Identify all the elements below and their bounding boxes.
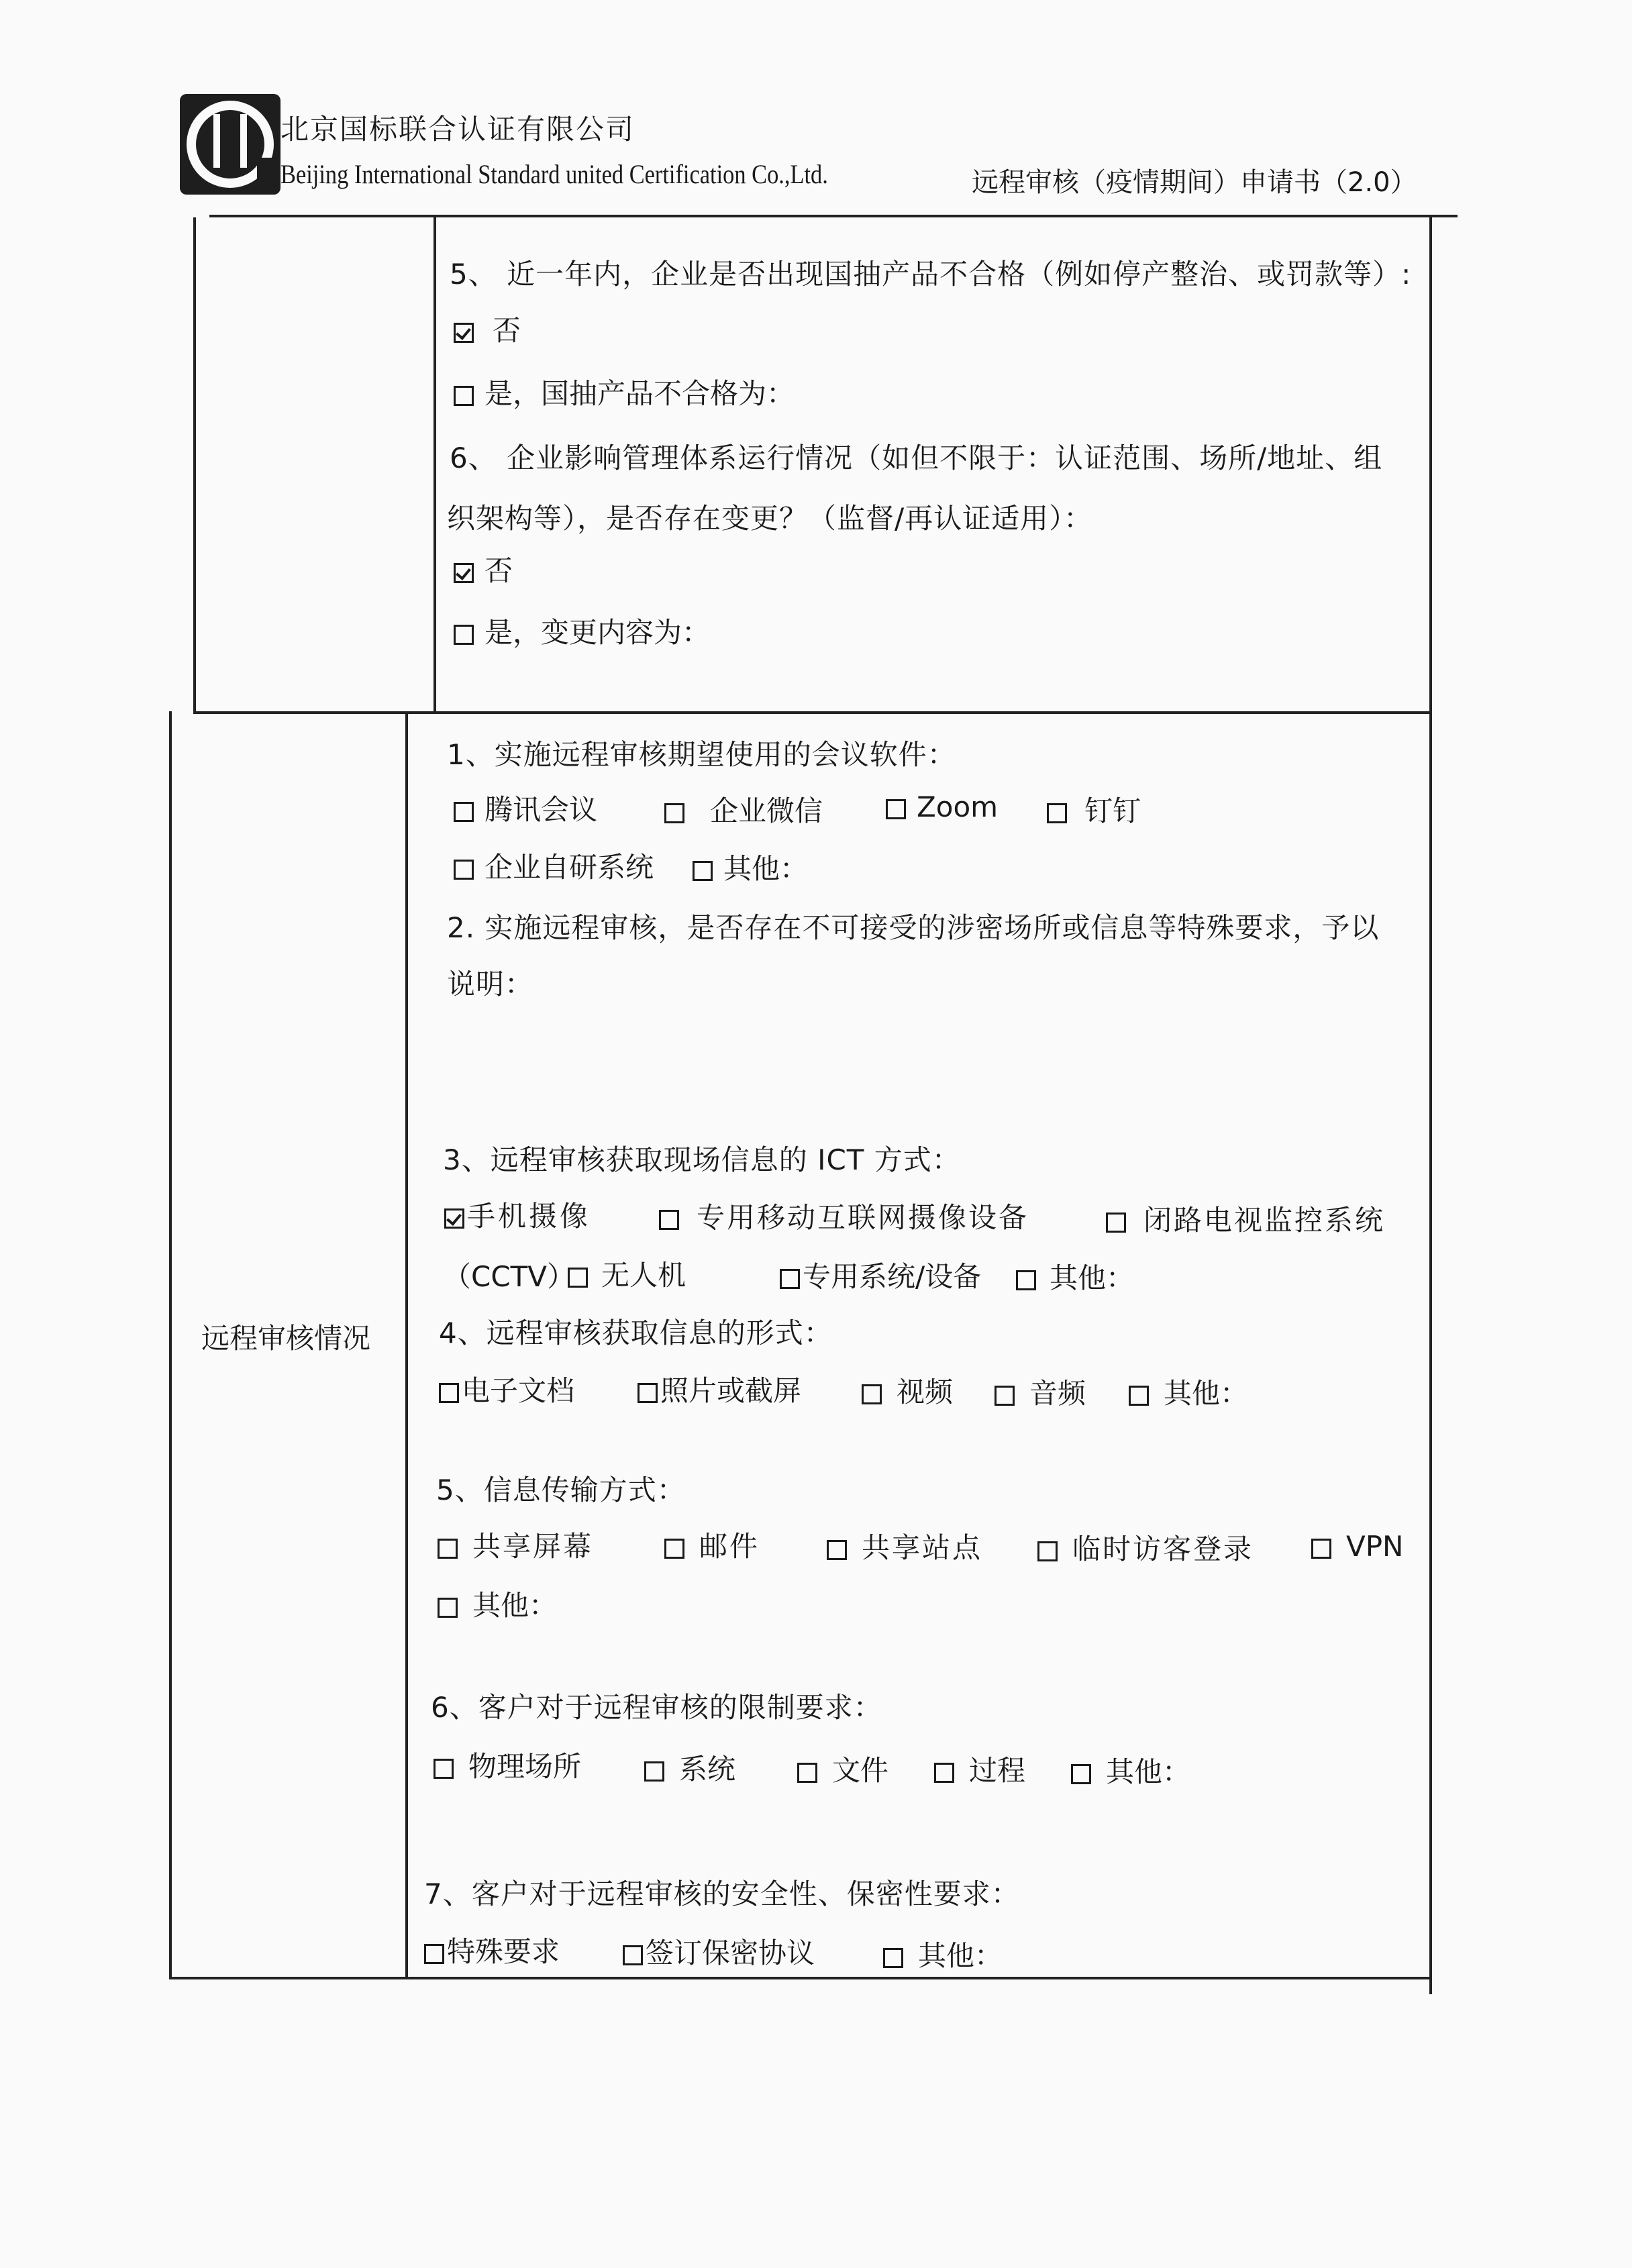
q4-option-other[interactable]: 其他：: [1129, 1372, 1248, 1412]
q7-option-nda[interactable]: 签订保密协议: [623, 1931, 815, 1971]
q5-option-shared-site[interactable]: 共享站点: [827, 1526, 982, 1566]
q3-option-phone-camera[interactable]: 手机摄像: [444, 1194, 591, 1235]
q6-option-other[interactable]: 其他：: [1071, 1750, 1190, 1790]
checkbox[interactable]: [994, 1386, 1015, 1406]
checkbox[interactable]: [439, 1383, 459, 1403]
q6-option-documents[interactable]: 文件: [797, 1749, 888, 1789]
question-5-transmission: 5、信息传输方式：: [436, 1474, 686, 1506]
header-divider: [209, 215, 1458, 217]
table-row-divider: [193, 711, 1432, 714]
question-1-meeting-software: 1、实施远程审核期望使用的会议软件：: [447, 738, 956, 771]
checkbox[interactable]: [1311, 1539, 1331, 1559]
q4-option-audio[interactable]: 音频: [994, 1372, 1086, 1412]
question-5-nonconforming: 5、 近一年内，企业是否出现国抽产品不合格（例如停产整治、或罚款等）:: [450, 258, 1412, 291]
checkbox-checked[interactable]: [454, 563, 474, 583]
table-col-divider-top: [434, 217, 436, 711]
checkbox[interactable]: [780, 1269, 800, 1289]
question-6-restrictions: 6、客户对于远程审核的限制要求：: [431, 1691, 882, 1724]
q1-option-zoom[interactable]: Zoom: [886, 790, 998, 823]
checkbox[interactable]: [883, 1948, 903, 1968]
table-bottom-border: [169, 1977, 1432, 1979]
q5-option-no[interactable]: 否: [454, 309, 521, 349]
checkbox[interactable]: [454, 386, 474, 406]
question-6-changes-line1: 6、 企业影响管理体系运行情况（如但不限于：认证范围、场所/地址、组: [450, 442, 1383, 474]
table-col-divider-bottom: [405, 711, 408, 1979]
checkbox[interactable]: [438, 1598, 458, 1618]
checkbox[interactable]: [424, 1944, 444, 1964]
q1-option-inhouse[interactable]: 企业自研系统: [454, 845, 654, 886]
q5-option-screen-share[interactable]: 共享屏幕: [438, 1525, 593, 1565]
q3-option-other[interactable]: 其他：: [1016, 1256, 1134, 1296]
question-2-confidential-line2: 说明：: [447, 968, 534, 1000]
checkbox[interactable]: [434, 1759, 454, 1779]
q5-option-vpn[interactable]: VPN: [1311, 1530, 1403, 1563]
table-left-border-top: [193, 217, 196, 711]
q6-option-no[interactable]: 否: [454, 549, 513, 589]
checkbox[interactable]: [454, 802, 474, 822]
checkbox[interactable]: [934, 1763, 954, 1783]
checkbox[interactable]: [1037, 1541, 1058, 1561]
company-name-en: Beijing International Standard united Certification Co.,Ltd.: [280, 159, 828, 189]
checkbox[interactable]: [1106, 1213, 1126, 1233]
question-3-ict-method: 3、远程审核获取现场信息的 ICT 方式：: [443, 1143, 961, 1176]
q3-option-cctv[interactable]: 闭路电视监控系统: [1106, 1198, 1385, 1239]
q3-option-dedicated-system[interactable]: 专用系统/设备: [780, 1255, 981, 1295]
checkbox[interactable]: [862, 1384, 882, 1404]
q4-option-e-docs[interactable]: 电子文档: [439, 1369, 574, 1409]
q5-option-guest-login[interactable]: 临时访客登录: [1037, 1527, 1254, 1567]
checkbox[interactable]: [659, 1210, 679, 1230]
q7-option-other[interactable]: 其他：: [883, 1934, 1003, 1974]
q6-option-physical[interactable]: 物理场所: [434, 1745, 581, 1785]
checkbox[interactable]: [454, 860, 474, 880]
q1-option-dingtalk[interactable]: 钉钉: [1047, 789, 1141, 829]
checkbox-checked[interactable]: [444, 1208, 464, 1229]
checkbox[interactable]: [886, 799, 906, 819]
question-6-changes-line2: 织架构等），是否存在变更？（监督/再认证适用）：: [447, 502, 1093, 535]
company-name-cn: 北京国标联合认证有限公司: [280, 113, 635, 146]
q6-option-process[interactable]: 过程: [934, 1749, 1025, 1789]
checkbox[interactable]: [638, 1383, 658, 1403]
checkbox[interactable]: [644, 1761, 664, 1782]
table-left-border-bottom: [169, 711, 172, 1979]
q5-option-email[interactable]: 邮件: [664, 1525, 760, 1565]
q1-option-other[interactable]: 其他：: [693, 847, 808, 887]
checkbox[interactable]: [797, 1763, 817, 1783]
q3-cctv-note: （CCTV）: [443, 1260, 576, 1293]
q1-option-tencent[interactable]: 腾讯会议: [454, 788, 597, 828]
checkbox[interactable]: [1047, 803, 1067, 823]
q4-option-photos[interactable]: 照片或截屏: [638, 1369, 801, 1409]
q6-option-yes[interactable]: 是，变更内容为：: [454, 611, 710, 651]
question-4-info-form: 4、远程审核获取信息的形式：: [439, 1317, 833, 1349]
q1-option-wecom[interactable]: 企业微信: [664, 789, 823, 829]
checkbox[interactable]: [1016, 1270, 1036, 1290]
q3-option-drone[interactable]: 无人机: [568, 1253, 686, 1294]
checkbox[interactable]: [568, 1268, 588, 1288]
question-7-security: 7、客户对于远程审核的安全性、保密性要求：: [424, 1877, 1020, 1910]
checkbox[interactable]: [664, 803, 684, 823]
company-logo: [180, 94, 280, 195]
q6-option-system[interactable]: 系统: [644, 1747, 735, 1788]
question-2-confidential-line1: 2. 实施远程审核，是否存在不可接受的涉密场所或信息等特殊要求，予以: [447, 911, 1380, 944]
remote-audit-label: 远程审核情况: [201, 1322, 371, 1355]
q5-option-other[interactable]: 其他：: [438, 1584, 557, 1624]
checkbox[interactable]: [1071, 1764, 1091, 1784]
q3-option-mobile-camera[interactable]: 专用移动互联网摄像设备: [659, 1196, 1029, 1236]
q5-option-yes[interactable]: 是，国抽产品不合格为：: [454, 372, 795, 412]
table-right-border: [1429, 217, 1432, 1994]
q4-option-video[interactable]: 视频: [862, 1370, 953, 1410]
checkbox[interactable]: [438, 1539, 458, 1559]
checkbox[interactable]: [664, 1539, 684, 1559]
document-title: 远程审核（疫情期间）申请书（2.0）: [972, 167, 1417, 198]
checkbox[interactable]: [827, 1540, 847, 1560]
checkbox[interactable]: [623, 1945, 643, 1965]
checkbox-checked[interactable]: [454, 323, 474, 343]
checkbox[interactable]: [454, 625, 474, 645]
checkbox[interactable]: [1129, 1386, 1149, 1406]
checkbox[interactable]: [693, 861, 713, 881]
q7-option-special[interactable]: 特殊要求: [424, 1930, 560, 1970]
